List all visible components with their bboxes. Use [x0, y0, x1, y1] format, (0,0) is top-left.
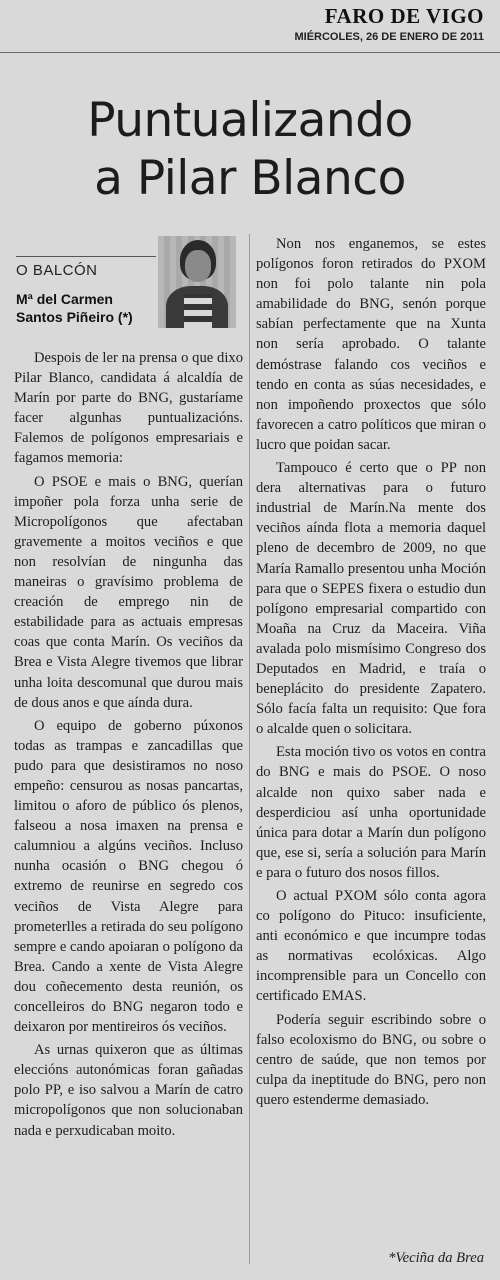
author-byline [16, 290, 166, 326]
paragraph: Despois de ler na prensa o que dixo Pilar Blanco, candidata á alcaldía de Marín por parte do BNG, gustaríame facer algunhas puntualizacións. Falemos de polígonos empresariais e fagamos memoria: [14, 350, 243, 467]
newspaper-name: FARO DE VIGO [324, 4, 484, 28]
paragraph: O actual PXOM sólo conta agora co polígono do Pituco: insuficiente, anti económico e que incumpre todas as normativas ecolóxicas. Algo incomprensible para un Concello con certificado EMAS. [256, 888, 486, 1005]
article-column-right [256, 234, 486, 1113]
paragraph: O equipo de goberno púxonos todas as trampas e zancadillas que pudo para que desistiramos no noso empeño: censurou as nosas pancartas, limitou o aforo de público ós plenos, falseou a nosa imaxen na prensa e calumniou a algúns veciños. Incluso nunha ocasión o BNG chegou ó extremo de reunirse en segredo cos veciños de Vista Alegre para prometerlles a retirada do seu polígono sempre e cando apoiaran o polígono da Brea. Cando a xente de Vista Alegre dou coñecemento desta reunión, os concelleiros do BNG negaron todo e deixaron por mentireiros ós veciños. [14, 717, 243, 1036]
headline-line-2: a Pilar Blanco [94, 151, 406, 206]
paragraph: Non nos enganemos, se estes polígonos foron retirados do PXOM non foi polo talante nin pola amabilidade do BNG, senón porque sabían perfectamente que na Xunta non sería aprobado. O talante demóstrase falando cos veciños e tendo en conta as súas necesidades, e non impoñendo proxectos que sólo favorecen a catro políticos que miran o lucro que poidan sacar. [256, 236, 486, 453]
photo-striped-sweater [184, 294, 212, 328]
paragraph: O PSOE e mais o BNG, querían impoñer pola forza unha serie de Micropolígonos que afectaban gravemente a moitos veciños e que non resolvían de ningunha das maneiras o gravísimo problema de creación de emprego nin de estabilidade para as actuais empresas coas que conta Marín. Os veciños da Brea e Vista Alegre tivemos que librar unha loita descomunal que durou mais de dous anos e que aínda dura. [14, 473, 243, 711]
paragraph: As urnas quixeron que as últimas eleccións autonómicas foran gañadas polo PP, e iso salvou a Marín de catro micropolígonos que non solucionaban nada e perxudicaban moito. [14, 1042, 243, 1139]
author-photo [158, 236, 236, 328]
paragraph: Podería seguir escribindo sobre o falso ecoloxismo do BNG, ou sobre o centro de saúde, que non temos por culpa da ineptitude do BNG, pero non quero estenderme demasiado. [256, 1011, 486, 1108]
headline-line-1: Puntualizando [87, 93, 413, 148]
section-label: O BALCÓN [16, 262, 98, 279]
photo-face [185, 250, 211, 282]
paragraph: Tampouco é certo que o PP non dera alternativas para o futuro industrial de Marín.Na mente dos veciños aínda flota a memoria daquel pleno de decembro de 2009, no que María Ramallo presentou unha Moción para que o SEPES fixera o estudio dun polígono empresarial compartido con Moaña na Cruz da Maceira. Viña avalada polo mismísimo Congreso dos Deputados en Madrid, e traía o beneplácito do presidente Zapatero. Sólo facía falta un requisito: Que fora o alcalde quen o solicitara. [256, 460, 486, 738]
article-headline [0, 92, 500, 208]
article-column-left [14, 348, 243, 1144]
publication-date: MIÉRCOLES, 26 DE ENERO DE 2011 [294, 31, 484, 43]
masthead [0, 0, 500, 53]
author-name-line-1: Mª del Carmen [16, 291, 113, 307]
author-name-line-2: Santos Piñeiro (*) [16, 309, 133, 325]
column-divider [249, 234, 250, 1264]
author-signature-note: *Veciña da Brea [388, 1250, 484, 1266]
paragraph: Esta moción tivo os votos en contra do BNG e mais do PSOE. O noso alcalde non quixo saber nada e desperdiciou así unha oportunidade única para dotar a Marín dun polígono que, ese si, sería a solución para Marín e para o futuro dos nosos fillos. [256, 744, 486, 881]
section-divider [16, 256, 156, 257]
